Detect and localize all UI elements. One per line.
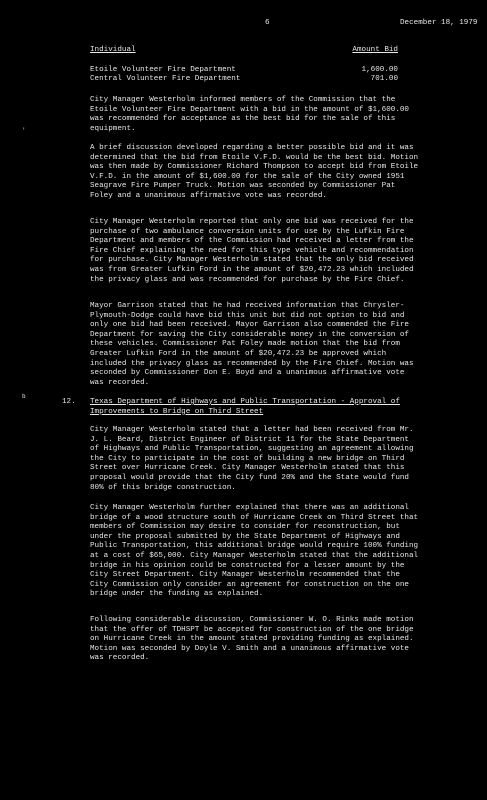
bid-table-header (90, 46, 398, 56)
page-date: December 18, 1979 (400, 19, 478, 27)
paragraph-motion-etoile: A brief discussion developed regarding a better possible bid and it was determined that the bid from Etoile V.F.D. would be the best bid. Motion was then made by Commissioner Richard Thompson to accept bid from Etoile V.F.D. in the amount of $1,600.00 for the sale of the City owned 1951 Seagrave Fire Pumper Truck. Motion was seconded by Commissioner Pat Foley and a unanimous affirmative vote was recorded. (90, 144, 419, 200)
bid-row (90, 75, 398, 85)
paragraph-bid-recommendation: City Manager Westerholm informed members of the Commission that the Etoile Volunteer Fire Department with a bid in the amount of $1,600.00 was recommended for acceptance as the best bid for the sale of this equipment. (90, 96, 409, 133)
paragraph-mayor-comments: Mayor Garrison stated that he had received information that Chrysler-Plymouth-Dodge could have bid this unit but did not option to bid and only one bid had been received. Mayor Garrison also commended the Fire Department for saving the City considerable money in the conversion of these vehicles. Commissioner Pat Foley made motion that the bid from Greater Lufkin Ford in the amount of $20,472.23 be approved which included the privacy glass as recommended by the Fire Chief. Motion was seconded by Commissioner Don E. Boyd and a unanimous affirmative vote was recorded. (90, 302, 414, 387)
bid-table (90, 46, 398, 85)
paragraph-bridge-explanation: City Manager Westerholm further explained that there was an additional bridge of a wood structure south of Hurricane Creek on Third Street that members of Commission may desire to consider for reconstruction, but under the proposal submitted by the State Department of Highways and Public Transportation, this additional bridge would require 100% funding at a cost of $65,000. City Manager Westerholm stated that the additional bridge in his opinion could be constructed for a lesser amount by the City Street Department. City Manager Westerholm recommended that the City Commission only consider an agreement for construction on the one bridge under the funding as explained. (90, 504, 419, 599)
bid-row (90, 66, 398, 76)
paragraph-bridge-letter: City Manager Westerholm stated that a letter had been received from Mr. J. L. Beard, District Engineer of District 11 for the State Department of Highways and Public Transportation, suggesting an agreement allowing the City to participate in the cost of building a new bridge on Third Street over Hurricane Creek. City Manager Westerholm stated that this proposal would provide that the City fund 20% and the State would fund 80% of this bridge construction. (90, 426, 414, 492)
paragraph-ambulance-bid: City Manager Westerholm reported that only one bid was received for the purchase of two ambulance conversion units for use by the Lufkin Fire Department and members of the Commission had received a letter from the Fire Chief explaining the need for this type vehicle and recommendation for purchase. City Manager Westerholm stated that the only bid received was from Greater Lufkin Ford in the amount of $20,472.23 which included the privacy glass and was recommended for purchase by the Fire Chief. (90, 218, 414, 284)
margin-mark: b (22, 393, 26, 400)
col-individual: Individual (90, 46, 136, 54)
bidder-name: Etoile Volunteer Fire Department (90, 65, 236, 74)
page-number: 6 (265, 19, 270, 27)
item-number: 12. (62, 398, 76, 406)
margin-mark: ' (22, 127, 26, 134)
bid-amount: 701.00 (370, 75, 398, 84)
bidder-name: Central Volunteer Fire Department (90, 75, 241, 84)
col-amount-bid: Amount Bid (352, 46, 398, 54)
bid-amount: 1,600.00 (361, 65, 398, 74)
paragraph-bridge-motion: Following considerable discussion, Commissioner W. O. Rinks made motion that the offer of TDHSPT be accepted for construction of the one bridge on Hurricane Creek in the amount stated providing funding as explained. Motion was seconded by Doyle V. Smith and a unanimous affirmative vote was recorded. (90, 616, 414, 663)
item-title: Texas Department of Highways and Public Transportation - Approval of Improvements to Bridge on Third Street (90, 398, 400, 416)
